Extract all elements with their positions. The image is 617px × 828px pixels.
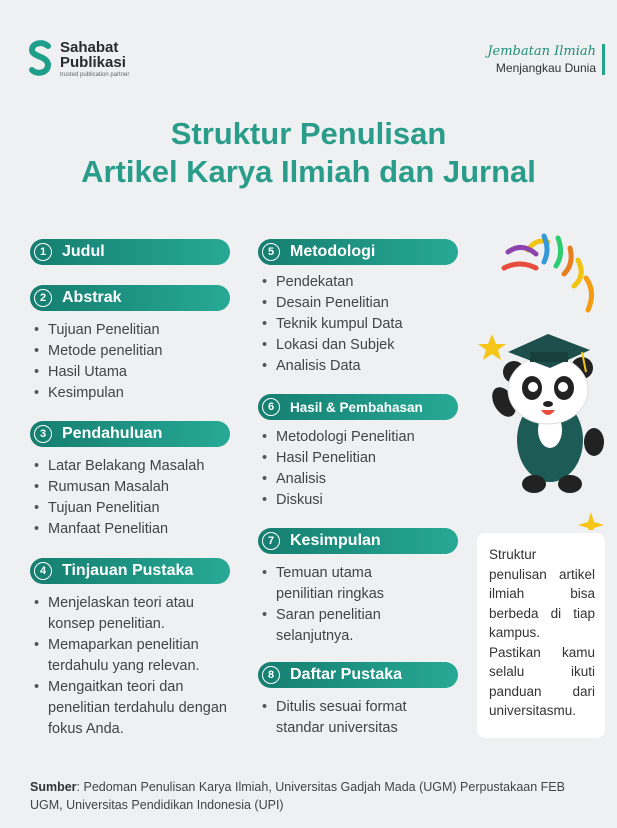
section-hasil-pembahasan xyxy=(258,394,458,511)
list-item: • Hasil Penelitian xyxy=(258,448,458,469)
list-item: • Saran penelitian selanjutnya. xyxy=(258,605,398,647)
section-pill xyxy=(258,239,458,265)
list-item: • Desain Penelitian xyxy=(258,293,458,314)
brand-tagline: trusted publication partner xyxy=(60,72,130,78)
list-item: • Hasil Utama xyxy=(30,362,230,383)
section-label: Hasil & Pembahasan xyxy=(290,399,423,415)
list-item: • Diskusi xyxy=(258,490,458,511)
list-item: • Pendekatan xyxy=(258,272,458,293)
brand-logo xyxy=(28,40,129,78)
section-number: 8 xyxy=(262,666,280,684)
list-item: • Manfaat Penelitian xyxy=(30,519,230,540)
slogan-line1: Jembatan Ilmiah xyxy=(487,44,596,59)
slogan-line2: Menjangkau Dunia xyxy=(495,61,596,75)
logo-mark-icon xyxy=(28,40,54,78)
list-item: • Ditulis sesuai format standar universitas xyxy=(258,697,448,739)
section-number: 5 xyxy=(262,243,280,261)
section-label: Abstrak xyxy=(62,289,122,306)
note-card: Struktur penulisan artikel ilmiah bisa berbeda di tiap kampus. Pastikan kamu selalu ikuti panduan dari universitasmu. xyxy=(477,533,605,738)
list-item: • Metode penelitian xyxy=(30,341,230,362)
section-pill xyxy=(30,421,230,447)
section-number: 3 xyxy=(34,425,52,443)
graduate-panda-mascot-icon xyxy=(478,230,613,530)
list-item: • Metodologi Penelitian xyxy=(258,427,458,448)
section-number: 4 xyxy=(34,562,52,580)
footer-label: Sumber xyxy=(30,780,77,794)
section-pill xyxy=(258,528,458,554)
list-item: • Memaparkan penelitian terdahulu yang relevan. xyxy=(30,635,235,677)
section-number: 2 xyxy=(34,289,52,307)
footer-text: : Pedoman Penulisan Karya Ilmiah, Universitas Gadjah Mada (UGM) Perpustakaan FEB UGM, Universitas Pendidikan Indonesia (UPI) xyxy=(30,780,565,812)
list-item: • Tujuan Penelitian xyxy=(30,498,230,519)
list-item: • Latar Belakang Masalah xyxy=(30,456,230,477)
section-label: Pendahuluan xyxy=(62,425,163,442)
section-metodologi xyxy=(258,239,458,377)
title-line2: Artikel Karya Ilmiah dan Jurnal xyxy=(81,154,536,189)
section-label: Tinjauan Pustaka xyxy=(62,562,194,579)
list-item: • Tujuan Penelitian xyxy=(30,320,230,341)
list-item: • Analisis xyxy=(258,469,458,490)
section-daftar-pustaka xyxy=(258,662,458,739)
title-line1: Struktur Penulisan xyxy=(170,116,447,151)
section-number: 1 xyxy=(34,243,52,261)
list-item: • Lokasi dan Subjek xyxy=(258,335,458,356)
section-pendahuluan xyxy=(30,421,230,540)
list-item: • Mengaitkan teori dan penelitian terdahulu dengan fokus Anda. xyxy=(30,677,235,740)
section-number: 7 xyxy=(262,532,280,550)
list-item: • Kesimpulan xyxy=(30,383,230,404)
page-title xyxy=(0,115,617,191)
section-pill xyxy=(30,239,230,265)
section-label: Kesimpulan xyxy=(290,532,381,549)
list-item: • Teknik kumpul Data xyxy=(258,314,458,335)
section-pill xyxy=(30,558,230,584)
section-pill xyxy=(30,285,230,311)
brand-name-line2: Publikasi xyxy=(60,54,126,71)
section-abstrak xyxy=(30,285,230,404)
brand-name-line1: Sahabat xyxy=(60,39,119,56)
section-label: Daftar Pustaka xyxy=(290,666,403,683)
source-footer xyxy=(30,778,600,814)
slogan xyxy=(487,44,605,75)
section-label: Judul xyxy=(62,243,105,260)
section-label: Metodologi xyxy=(290,243,376,260)
list-item: • Analisis Data xyxy=(258,356,458,377)
section-kesimpulan xyxy=(258,528,458,647)
section-number: 6 xyxy=(262,398,280,416)
list-item: • Menjelaskan teori atau konsep penelitian. xyxy=(30,593,235,635)
section-tinjauan-pustaka xyxy=(30,558,235,740)
list-item: • Temuan utama penilitian ringkas xyxy=(258,563,398,605)
section-pill xyxy=(258,394,458,420)
section-judul xyxy=(30,239,230,265)
section-pill xyxy=(258,662,458,688)
list-item: • Rumusan Masalah xyxy=(30,477,230,498)
